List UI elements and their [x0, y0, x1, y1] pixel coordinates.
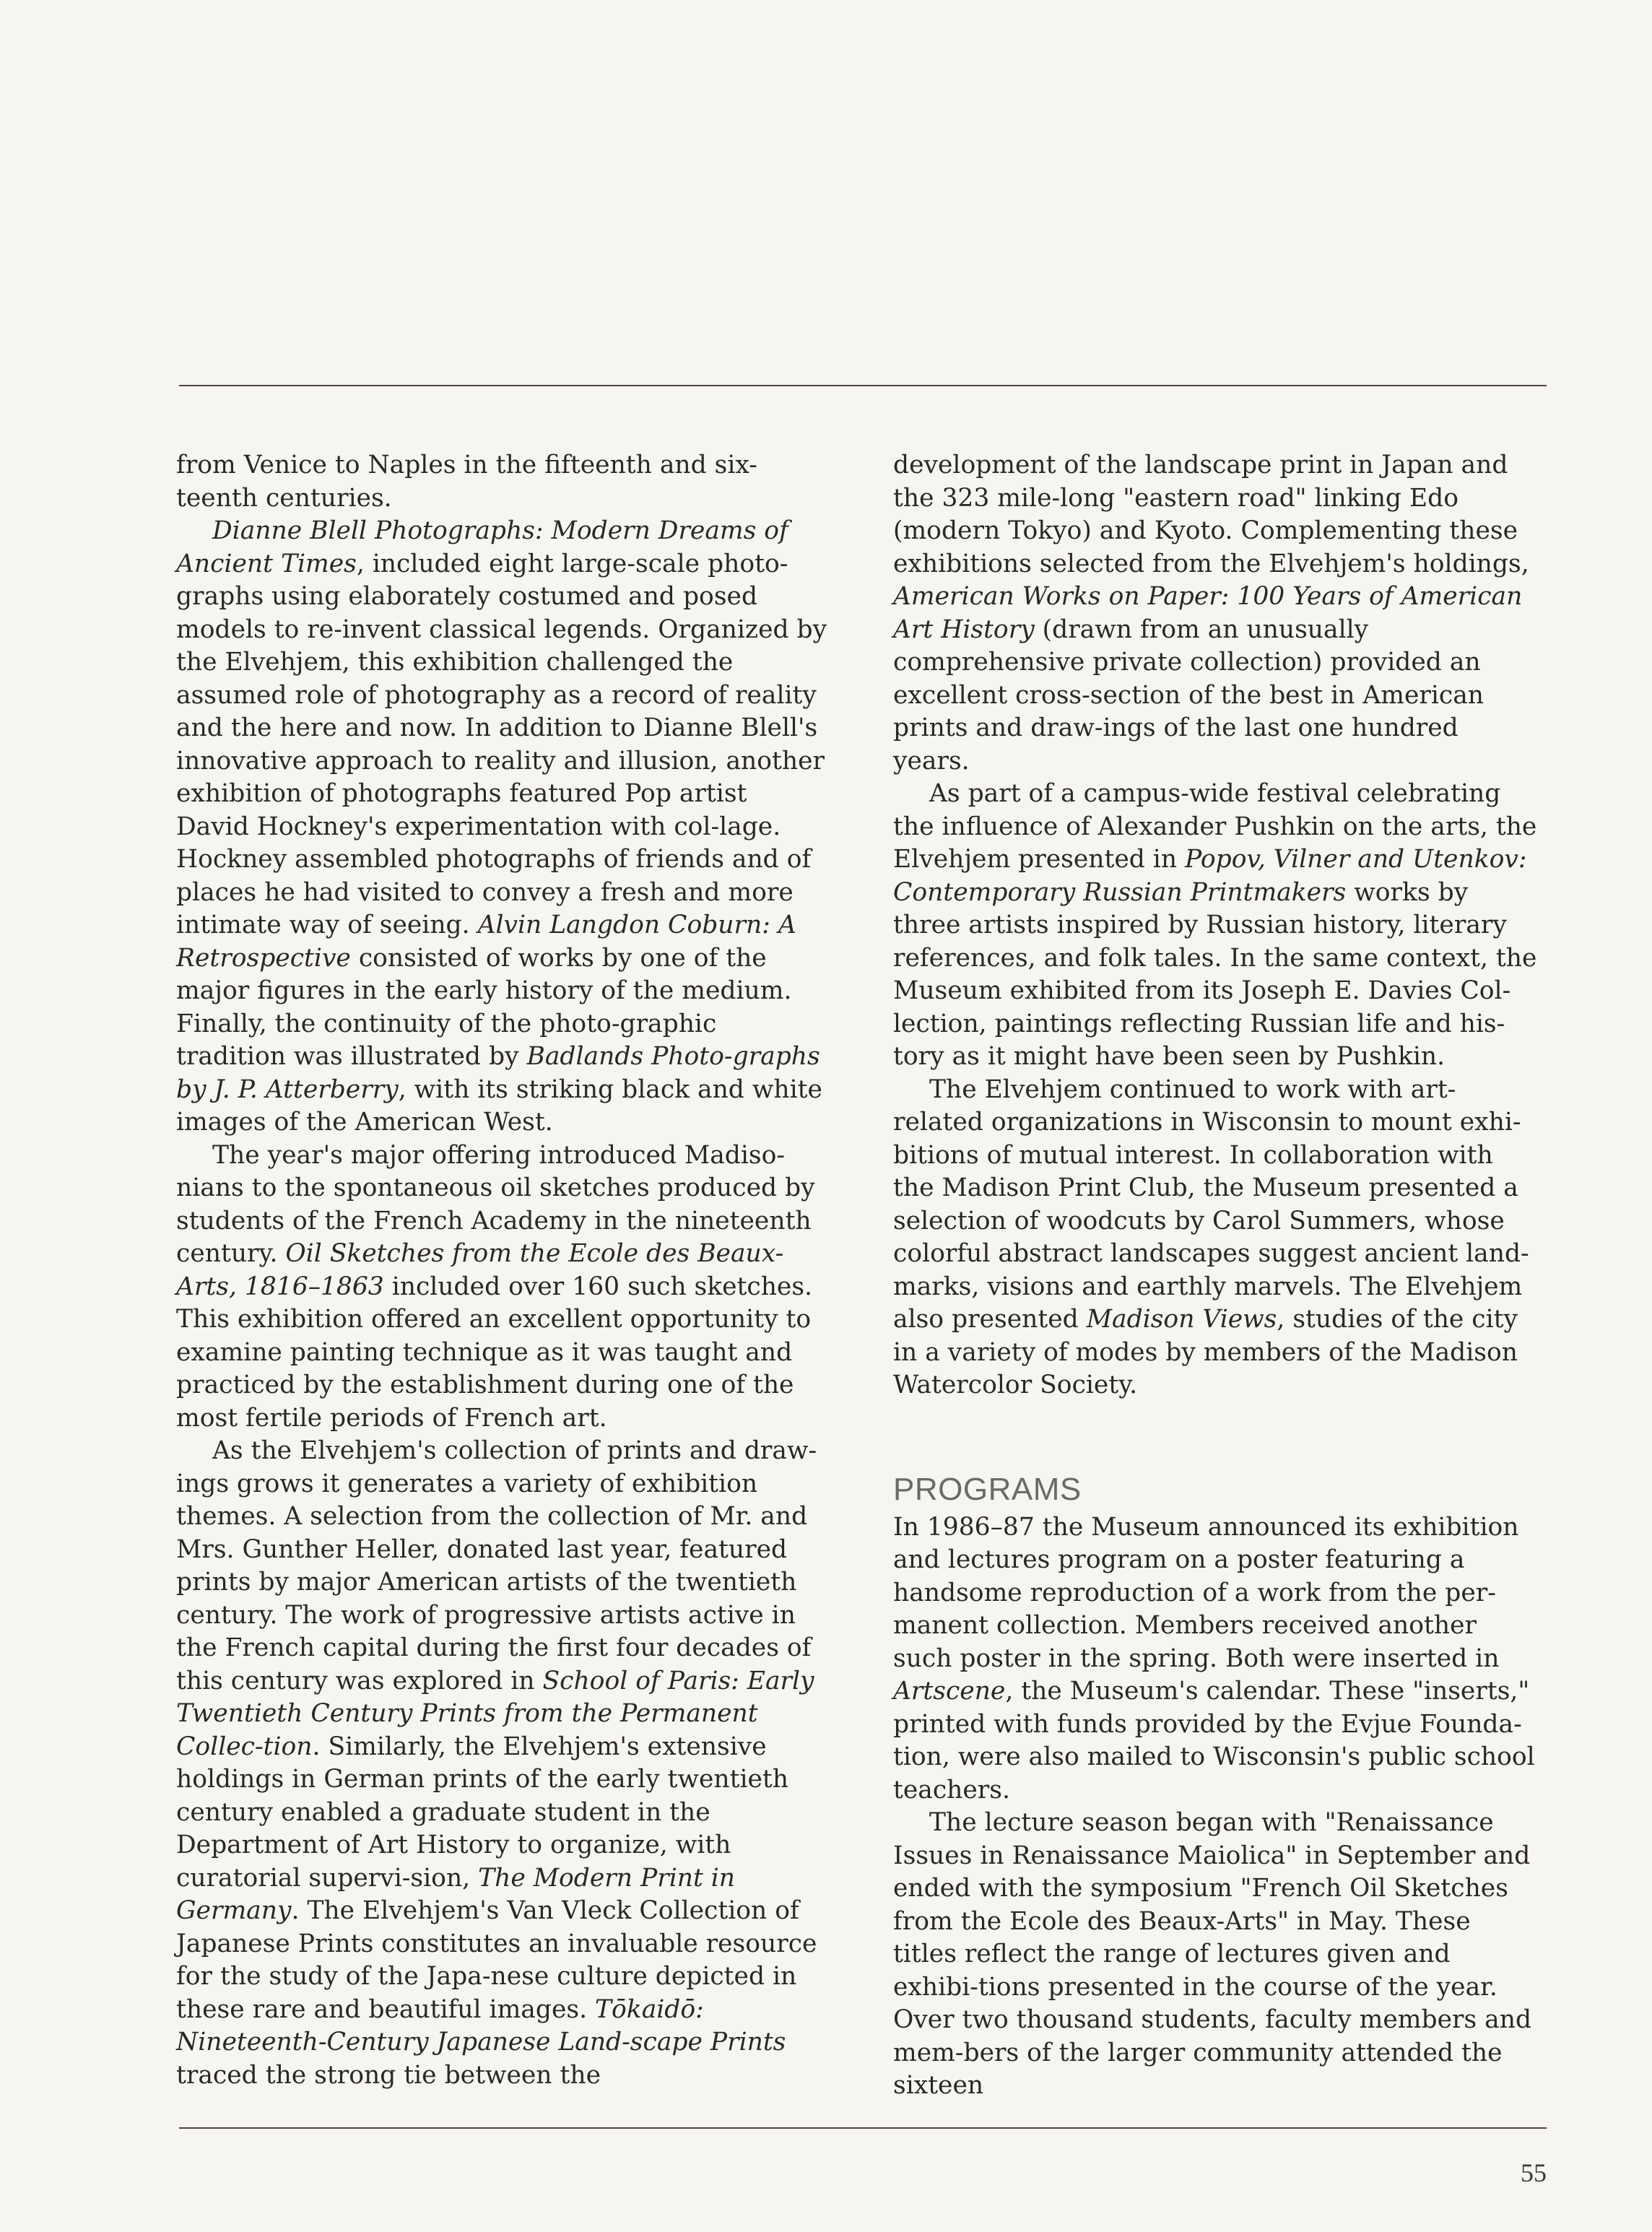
- text-run: included over 160 such sketches. This exhibition offered an excellent opportunity to examine painting technique as it was taught and practiced by the establishment during one of the most fertile periods of French art.: [176, 1272, 813, 1433]
- bottom-rule: [179, 2127, 1547, 2129]
- paragraph: [893, 1807, 1542, 2103]
- text-run: As part of a campus-wide festival celebrating the influence of Alexander Pushkin on the arts, the Elvehjem presented in: [893, 779, 1537, 874]
- top-rule: [179, 385, 1547, 386]
- exhibition-title: Madison Views: [1086, 1305, 1277, 1334]
- page-number: 55: [1521, 2158, 1547, 2187]
- text-run: development of the landscape print in Japan and the 323 mile-long "eastern road" linking Edo (modern Tokyo) and Kyoto. Complementing these exhibitions selected from the Elvehjem's holdings,: [893, 451, 1529, 578]
- exhibition-title: Badlands Photo-graphs by J. P. Atterberry: [176, 1042, 820, 1104]
- paragraph: [176, 1139, 827, 1436]
- publication-title: Artscene: [893, 1677, 1006, 1706]
- text-run: consisted of works by one of the major figures in the early history of the medium. Finally, the continuity of the photo-graphic tradition was illustrated by: [176, 943, 792, 1071]
- text-run: . The Elvehjem's Van Vleck Collection of Japanese Prints constitutes an invaluable resource for the study of the Japa-nese culture depicted in these rare and beautiful images.: [176, 1896, 817, 2024]
- paragraph: [893, 1074, 1542, 1402]
- paragraph: [176, 515, 827, 1139]
- text-run: . Similarly, the Elvehjem's extensive holdings in German prints of the early twentieth century enabled a graduate student in the Department of Art History to organize, with curatorial supervi-sion,: [176, 1732, 789, 1893]
- exhibition-title: Popov, Vilner and Utenkov: Contemporary Russian Printmakers: [893, 845, 1527, 907]
- exhibition-title: Oil Sketches from the Ecole des Beaux-Arts, 1816–1863: [176, 1239, 784, 1301]
- text-run: traced the strong tie between the: [176, 2060, 601, 2090]
- text-run: works by three artists inspired by Russian history, literary references, and folk tales. In the same context, the Museum exhibited from its Joseph E. Davies Col-lection, paintings reflecting Russian life and his-tory as it might have been seen by Pushkin.: [893, 877, 1537, 1071]
- left-column: [176, 449, 827, 2092]
- text-run: In 1986–87 the Museum announced its exhibition and lectures program on a poster featuring a handsome reproduction of a work from the per-manent collection. Members received another such poster in the spring. Both were inserted in: [893, 1512, 1519, 1673]
- paragraph: [893, 778, 1542, 1074]
- exhibition-title: American Works on Paper: 100 Years of American Art History: [893, 582, 1523, 644]
- exhibition-title: Tōkaidō: Nineteenth-Century Japanese Land-scape Prints: [176, 1994, 786, 2057]
- text-run: The lecture season began with "Renaissance Issues in Renaissance Maiolica" in September and ended with the symposium "French Oil Sketches from the Ecole des Beaux-Arts" in May. These titles reflect the range of lectures given and exhibi-tions presented in the course of the year. Over two thousand students, faculty members and mem-bers of the larger community attended the sixteen: [893, 1808, 1532, 2100]
- text-run: , included eight large-scale photo-graphs using elaborately costumed and posed models to re-invent classical legends. Organized by the Elvehjem, this exhibition challenged the assumed role of photography as a record of reality and the here and now. In addition to Dianne Blell's innovative approach to reality and illusion, another exhibition of photographs featured Pop artist David Hockney's experimentation with col-lage. Hockney assembled photographs of friends and of places he had visited to convey a fresh and more intimate way of seeing.: [176, 549, 827, 939]
- paragraph: [893, 1511, 1542, 1807]
- section-heading-programs: PROGRAMS: [893, 1471, 1082, 1507]
- text-run: As the Elvehjem's collection of prints and draw-ings grows it generates a variety of exhibition themes. A selection from the collection of Mr. and Mrs. Gunther Heller, donated last year, featured prints by major American artists of the twentieth century. The work of progressive artists active in the French capital during the first four decades of this century was explored in: [176, 1436, 817, 1695]
- text-run: , the Museum's calendar. These "inserts," printed with funds provided by the Evjue Founda-tion, were also mailed to Wisconsin's public school teachers.: [893, 1677, 1535, 1805]
- paragraph: [176, 449, 827, 515]
- text-run: (drawn from an unusually comprehensive private collection) provided an excellent cross-section of the best in American prints and draw-ings of the last one hundred years.: [893, 615, 1484, 776]
- text-run: The year's major offering introduced Madiso-nians to the spontaneous oil sketches produced by students of the French Academy in the nineteenth century.: [176, 1140, 815, 1268]
- right-column: [893, 449, 1542, 2103]
- paragraph: [893, 449, 1542, 778]
- text-run: , studies of the city in a variety of modes by members of the Madison Watercolor Society.: [893, 1305, 1518, 1399]
- text-run: from Venice to Naples in the fifteenth and six-teenth centuries.: [176, 451, 757, 513]
- exhibition-title: School of Paris: Early Twentieth Century Prints from the Permanent Collec-tion: [176, 1666, 814, 1761]
- exhibition-title: The Modern Print in Germany: [176, 1863, 736, 1925]
- paragraph: [176, 1435, 827, 2092]
- exhibition-title: Dianne Blell Photographs: Modern Dreams of Ancient Times: [176, 516, 788, 578]
- text-run: , with its striking black and white images of the American West.: [176, 1074, 822, 1137]
- exhibition-title: Alvin Langdon Coburn: A Retrospective: [176, 911, 796, 973]
- text-run: The Elvehjem continued to work with art-related organizations in Wisconsin to mount exhi-bitions of mutual interest. In collaboration with the Madison Print Club, the Museum presented a selection of woodcuts by Carol Summers, whose colorful abstract landscapes suggest ancient land-marks, visions and earthly marvels. The Elvehjem also presented: [893, 1074, 1529, 1334]
